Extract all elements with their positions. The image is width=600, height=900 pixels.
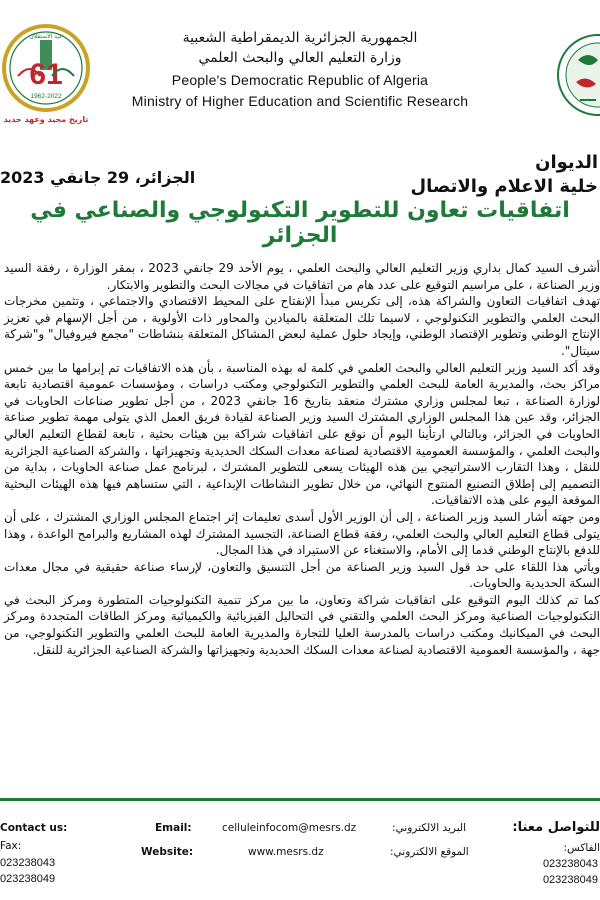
paragraph: تهدف اتفاقيات التعاون والشراكة هذه، إلى تكريس مبدأ الإنفتاح على المحيط الاقتصادي والاجتماعي ، وتثمين مخرجات البحث العلمي والتطوير التكنولوجي ، لاسيما تلك المتعلقة بالميادين والمحاور ذات الأولوية ، من أجل الإسهام في تعزيز الإنتاج الوطني وتطوير الإقتصاد الوطني، وإيجاد حلول عملية لبعض المشاكل المتعلقة بنشاطات "مجمع فيروفيال" و"شركة سيتال". [4, 294, 600, 358]
header-ministry-en: Ministry of Higher Education and Scientific Research [131, 93, 469, 109]
document-date: الجزائر، 29 جانفي 2023 [0, 168, 196, 187]
footer-phone-en: 023238043 [0, 857, 56, 869]
department-name: الديوان [535, 152, 598, 173]
paragraph: ومن جهته أشار السيد وزير الصناعة ، إلى أن الوزير الأول أسدى تعليمات إثر اجتماع المجلس الوزاري المشترك ، على أن يتولى قطاع التعليم العالي والبحث العلمي، رفقة قطاع الصناعة، التجسيد المشترك لهذه المشاريع والبرامج الواعدة ، وهذا للدفع بالإنتاج الوطني قدما إلى الأمام، والاستغناء عن الاستيراد في هذا المجال. [4, 509, 600, 558]
footer-website-label: Website: [141, 846, 194, 858]
footer-fax-number-ar: 023238049 [542, 874, 598, 886]
document-title: اتفاقيات تعاون للتطوير التكنولوجي والصناعي في الجزائر [30, 198, 570, 248]
header-ministry-ar: وزارة التعليم العالي والبحث العلمي [198, 50, 402, 66]
footer-email-link[interactable]: celluleinfocom@mesrs.dz [222, 822, 357, 834]
footer-contact-label-ar: للتواصل معنا: [512, 820, 600, 835]
header-country-ar: الجمهورية الجزائرية الديمقراطية الشعبية [182, 30, 418, 46]
logo-left-top-text: عيد الاستقلال [29, 33, 63, 40]
footer-email-label: Email: [155, 822, 192, 834]
footer-fax-number-en: 023238049 [0, 873, 56, 885]
footer-website-label-ar: الموقع الالكتروني: [390, 846, 469, 858]
footer-email-label-ar: البريد الالكتروني: [392, 822, 466, 834]
footer-website-link[interactable]: www.mesrs.dz [248, 846, 324, 858]
paragraph: كما تم كذلك اليوم التوقيع على اتفاقيات شراكة وتعاون، ما بين مركز تنمية التكنولوجيات المتطورة ومركز البحث في التكنولوجيات الصناعية ومركز البحث العلمي والتقني في التحاليل الفيزيائية والكيميائية ومركز الطاقات المتجددة ومركز البحث في الميكانيك ومكتب دراسات بالمدرسة العليا للتجارة والمديرية العامة للبحث العلمي والتطوير التكنولوجي، من جهة ، والمؤسسة العمومية الاقتصادية لصناعة معدات السكك الحديدية وتجهيزاتها والشركة الصناعية الجزائرية للنقل. [4, 592, 600, 657]
footer-fax-label-en: Fax: [0, 840, 22, 852]
footer-divider [0, 798, 600, 801]
footer-contact-label-en: Contact us: [0, 822, 68, 834]
footer-phone-ar: 023238043 [542, 858, 598, 870]
document-body [0, 260, 600, 780]
paragraph: وقد أكد السيد وزير التعليم العالي والبحث العلمي في كلمة له بهذه المناسبة ، بأن هذه الاتفاقيات تم إبرامها ما بين خمس مراكز بحث، والمديرية العامة للبحث العلمي والتطوير التكنولوجي ومكتب دراسات ، ومؤسسات عمومية اقتصادية تابعة لوزارة الصناعة ، تبعا لمجلس وزاري مشترك منعقد بتاريخ 16 جانفي 2023 ، من أجل تطوير صناعات الحاويات في الجزائر، وقد عين هذا المجلس الوزاري المشترك السيد وزير الصناعة لقيادة فريق العمل الذي يتولى مهمة تطوير صناعة الحاويات في الجزائر، وبالتالي ارتأينا اليوم أن نوقع على اتفاقيات شراكة بين هيئات بحثية ، تابعة لقطاع التعليم العالي والبحث العلمي ، والمؤسسة العمومية الاقتصادية لصناعة معدات السكك الحديدية وتجهيزاتها ، والشركة الصناعية الجزائرية للنقل ، وهذا التقارب الاستراتيجي بين هذه الهيئات يسعى للتطوير المشترك ، لبرنامج عمل صناعة الحاويات ، بداية من التصميم إلى إطلاق التصنيع المنتوج النهائي، من خلال تطوير النشاطات الإبداعية ، التي ستساهم فيها هذه الهيئات البحثية الموقعة اليوم على هذه الاتفاقيات. [4, 360, 600, 508]
header-country-en: People's Democratic Republic of Algeria [171, 72, 429, 88]
department-unit: خلية الاعلام والاتصال [410, 176, 598, 197]
logo-left-caption: تاريخ مجيد وعهد جديد [3, 115, 89, 124]
paragraph: ويأتي هذا اللقاء على حد قول السيد وزير الصناعة من أجل التنسيق والتعاون، لإرساء صناعة حقيقية في مجال معدات السكة الحديدية والحاويات. [4, 559, 600, 591]
logo-left-years: 1962-2022 [30, 93, 62, 100]
footer-fax-label-ar: الفاكس: [563, 842, 600, 854]
paragraph: أشرف السيد كمال بداري وزير التعليم العالي والبحث العلمي ، يوم الأحد 29 جانفي 2023 ، بمقر الوزارة ، رفقة السيد وزير الصناعة ، على مراسيم التوقيع على عدد هام من اتفاقيات في مجالات البحث والتطوير والابتكار. [4, 261, 600, 292]
logo-left-number: 61 [29, 58, 63, 91]
